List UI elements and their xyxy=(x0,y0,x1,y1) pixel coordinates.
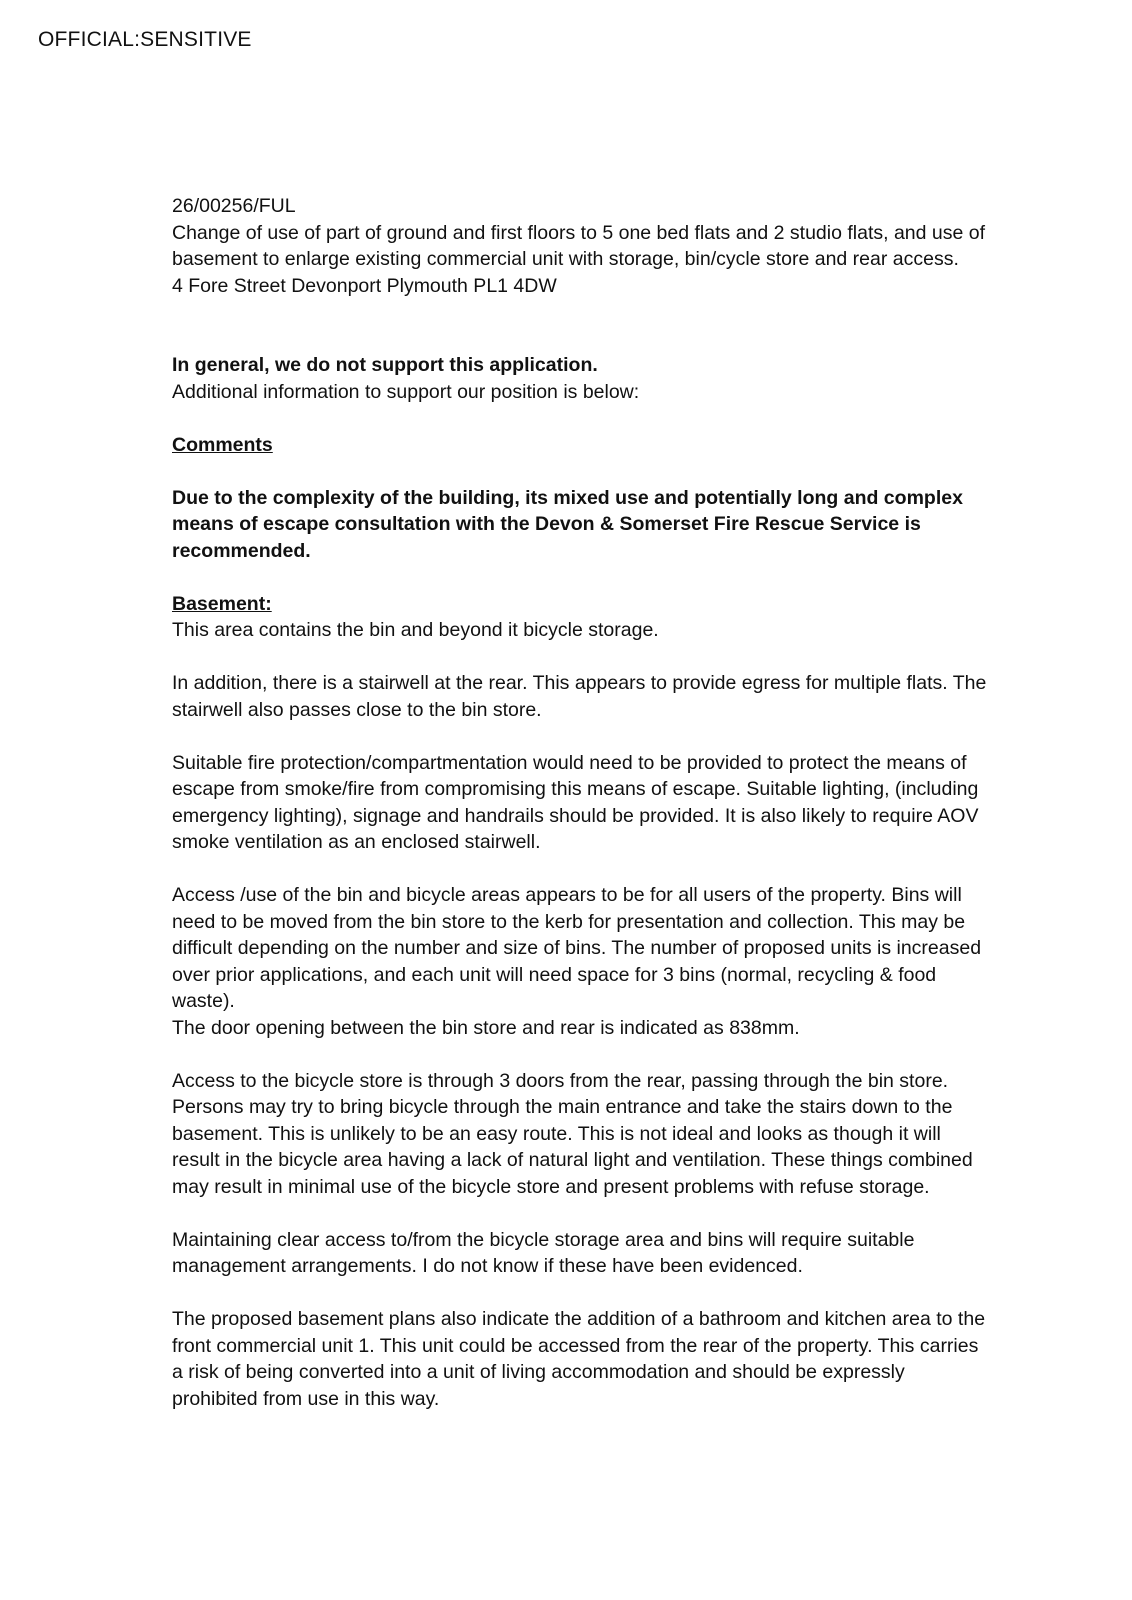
application-description: Change of use of part of ground and first floors to 5 one bed flats and 2 studio flats, and use of basement to enlarge existing commercial unit with storage, bin/cycle store and rear access. xyxy=(172,221,986,270)
spacer xyxy=(172,1041,992,1068)
spacer xyxy=(172,723,992,750)
application-reference: 26/00256/FUL xyxy=(172,195,296,217)
basement-paragraph-4: Access /use of the bin and bicycle areas appears to be for all users of the property. Bins will need to be moved from the bin store to the kerb for presentation and collection. This may be difficult depending on the number and size of bins. The number of proposed units is increased over prior applications, and each unit will need space for 3 bins (normal, recycling & food waste). xyxy=(172,884,982,1012)
door-opening-note: The door opening between the bin store and rear is indicated as 838mm. xyxy=(172,1016,800,1039)
basement-paragraph-2: In addition, there is a stairwell at the rear. This appears to provide egress for multiple flats. The stairwell also passes close to the bin store. xyxy=(172,672,987,721)
security-marking: OFFICIAL:SENSITIVE xyxy=(38,28,252,51)
spacer xyxy=(172,1280,992,1307)
position-intro: Additional information to support our position is below: xyxy=(172,380,640,403)
basement-paragraph-1: This area contains the bin and beyond it bicycle storage. xyxy=(172,619,659,641)
comments-heading: Comments xyxy=(172,433,273,456)
spacer xyxy=(172,644,992,671)
spacer xyxy=(172,564,992,591)
basement-paragraph-5: Access to the bicycle store is through 3 doors from the rear, passing through the bin store. Persons may try to bring bicycle through the main entrance and take the stairs down to the basement. This is unlikely to be an easy route. This is not ideal and looks as though it will result in the bicycle area having a lack of natural light and ventilation. These things combined may result in minimal use of the bicycle store and present problems with refuse storage. xyxy=(172,1069,973,1198)
position-statement: In general, we do not support this application. xyxy=(172,354,598,376)
document-body xyxy=(172,193,992,1412)
spacer xyxy=(172,405,992,432)
basement-paragraph-3: Suitable fire protection/compartmentation would need to be provided to protect the means of escape from smoke/fire from compromising this means of escape. Suitable lighting, (including emergency lighting), signage and handrails should be provided. It is also likely to require AOV smoke ventilation as an enclosed stairwell. xyxy=(172,751,979,853)
application-address: 4 Fore Street Devonport Plymouth PL1 4DW xyxy=(172,274,557,297)
spacer xyxy=(172,299,992,352)
spacer xyxy=(172,458,992,485)
basement-heading: Basement: xyxy=(172,592,272,615)
basement-paragraph-7: The proposed basement plans also indicate the addition of a bathroom and kitchen area to the front commercial unit 1. This unit could be accessed from the rear of the property. This carries a risk of being converted into a unit of living accommodation and should be expressly prohibited from use in this way. xyxy=(172,1308,986,1410)
recommendation: Due to the complexity of the building, its mixed use and potentially long and complex means of escape consultation with the Devon & Somerset Fire Rescue Service is recommended. xyxy=(172,486,963,562)
basement-paragraph-6: Maintaining clear access to/from the bicycle storage area and bins will require suitable management arrangements. I do not know if these have been evidenced. xyxy=(172,1228,915,1277)
spacer xyxy=(172,856,992,883)
spacer xyxy=(172,1200,992,1227)
